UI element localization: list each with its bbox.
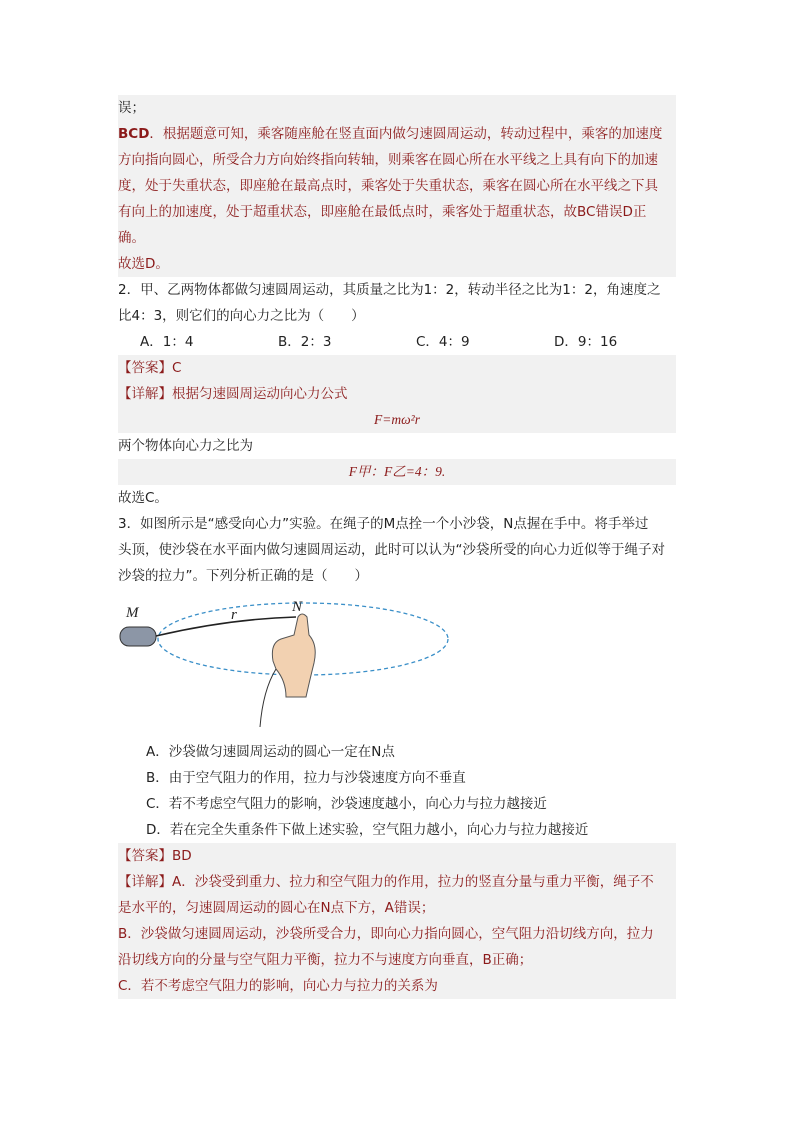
text-line: 度，处于失重状态，即座舱在最高点时，乘客处于失重状态，乘客在圆心所在水平线之下具: [118, 173, 676, 199]
answer-line: 【答案】C: [118, 355, 676, 381]
conclusion-line: 故选D。: [118, 251, 676, 277]
formula-line: [118, 459, 676, 485]
question-stem: 比4：3，则它们的向心力之比为（ ）: [118, 308, 365, 324]
rope: [156, 617, 296, 636]
sandbag: [120, 627, 156, 646]
rope-tail: [260, 669, 276, 727]
choice-d: D．若在完全失重条件下做上述实验，空气阻力越小，向心力与拉力越接近: [146, 822, 589, 838]
label-n: N: [292, 599, 303, 615]
conclusion-line: 故选C。: [118, 490, 168, 506]
formula: F甲：F乙=4：9.: [348, 464, 446, 479]
detail-line: 【详解】根据匀速圆周运动向心力公式: [118, 381, 676, 407]
experiment-figure: [118, 595, 676, 733]
choice-c: C．若不考虑空气阻力的影响，沙袋速度越小，向心力与拉力越接近: [146, 796, 547, 812]
question-stem: 沙袋的拉力”。下列分析正确的是（ ）: [118, 568, 368, 584]
label-r: r: [231, 607, 237, 623]
choice-b: B．由于空气阻力的作用，拉力与沙袋速度方向不垂直: [146, 770, 466, 786]
option-b: B．2：3: [278, 334, 332, 350]
formula: F=mω²r: [374, 412, 420, 427]
question-stem: 头顶，使沙袋在水平面内做匀速圆周运动，此时可以认为“沙袋所受的向心力近似等于绳子对: [118, 542, 665, 558]
text-line: 方向指向圆心，所受合力方向始终指向转轴，则乘客在圆心所在水平线之上具有向下的加速: [118, 147, 676, 173]
text-line: 确。: [118, 225, 676, 251]
answer-line: 【答案】BD: [118, 843, 676, 869]
option-a: A．1：4: [140, 334, 194, 350]
question-stem: 3．如图所示是“感受向心力”实验。在绳子的M点拴一个小沙袋，N点握在手中。将手举过: [118, 516, 649, 532]
sandbag-diagram: [118, 595, 458, 733]
detail-line: 是水平的，匀速圆周运动的圆心在N点下方，A错误；: [118, 895, 676, 921]
text-line: 误；: [118, 95, 676, 121]
option-d: D．9：16: [554, 334, 618, 350]
document-page: [118, 95, 676, 999]
text-line: BCD．根据题意可知，乘客随座舱在竖直面内做匀速圆周运动，转动过程中，乘客的加速度: [118, 121, 676, 147]
question-stem: 2．甲、乙两物体都做匀速圆周运动，其质量之比为1：2，转动半径之比为1：2，角速度之: [118, 282, 661, 298]
detail-line: B．沙袋做匀速圆周运动，沙袋所受合力，即向心力指向圆心，空气阻力沿切线方向，拉力: [118, 921, 676, 947]
detail-line: C．若不考虑空气阻力的影响，向心力与拉力的关系为: [118, 973, 676, 999]
text-line: 两个物体向心力之比为: [118, 438, 253, 454]
detail-line: 沿切线方向的分量与空气阻力平衡，拉力不与速度方向垂直，B正确；: [118, 947, 676, 973]
option-label: BCD: [118, 126, 150, 142]
hand: [272, 614, 315, 697]
options-row: [118, 329, 676, 355]
label-m: M: [126, 605, 139, 621]
text-line: 有向上的加速度，处于超重状态，即座舱在最低点时，乘客处于超重状态，故BC错误D正: [118, 199, 676, 225]
choice-a: A．沙袋做匀速圆周运动的圆心一定在N点: [146, 744, 395, 760]
formula-line: [118, 407, 676, 433]
option-c: C．4：9: [416, 334, 470, 350]
detail-line: 【详解】A．沙袋受到重力、拉力和空气阻力的作用，拉力的竖直分量与重力平衡，绳子不: [118, 869, 676, 895]
